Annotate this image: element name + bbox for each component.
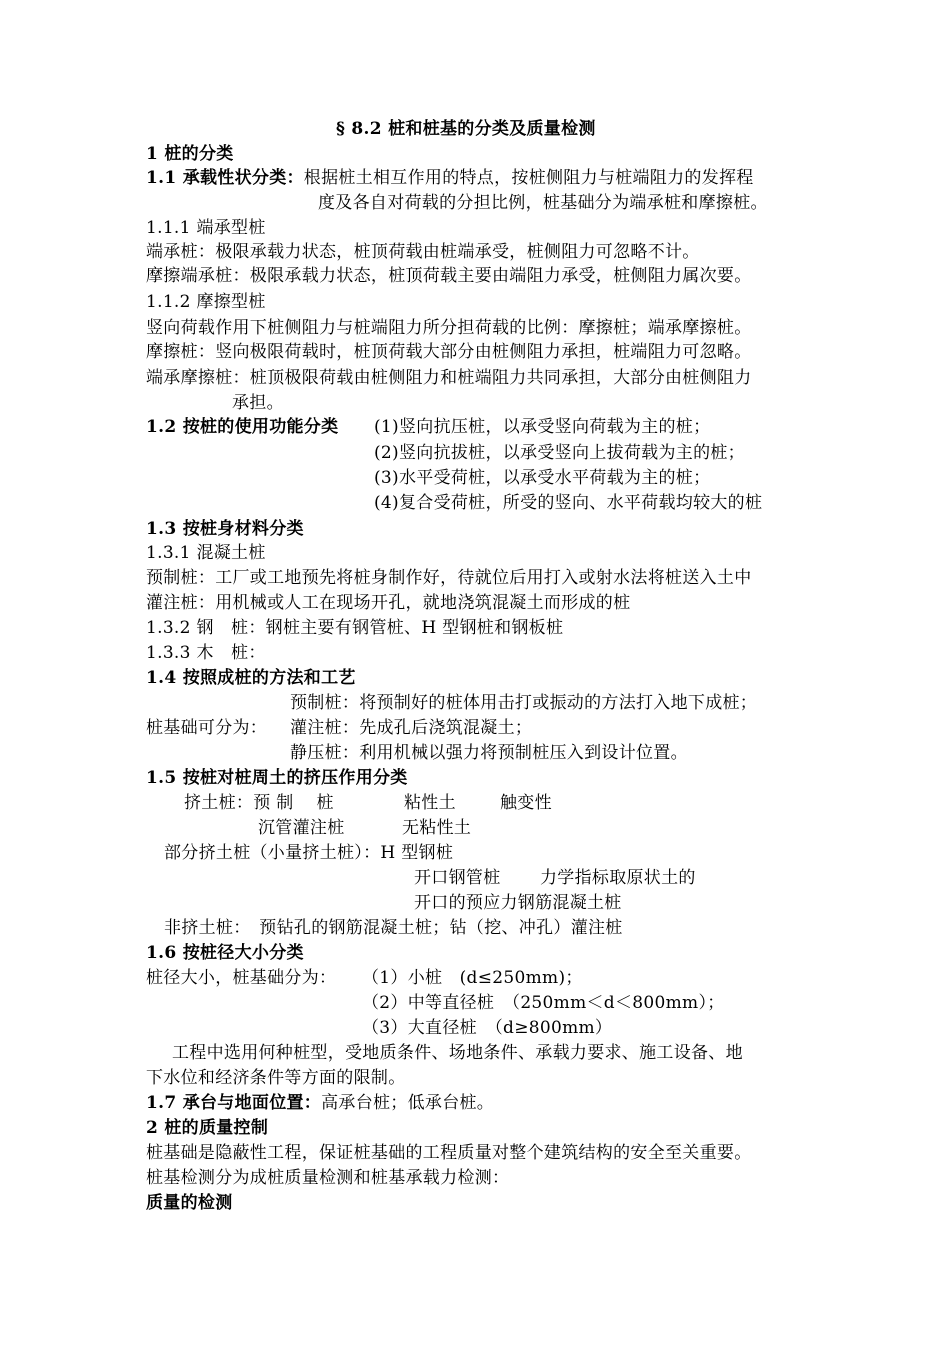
displacement-pile-row: 挤土桩：预 制 桩 [184,793,334,813]
section-1-1-text: 根据桩土相互作用的特点，按桩侧阻力与桩端阻力的发挥程 [303,168,754,188]
section-1-2-label: 1.2 按桩的使用功能分类 [146,417,339,437]
list-item: （1）小桩 (d≤250mm)； [362,968,583,988]
subsection-1-3-2: 1.3.2 钢 桩：钢桩主要有钢管桩、H 型钢桩和钢板桩 [146,618,564,638]
list-item: 静压桩：利用机械以强力将预制桩压入到设计位置。 [290,743,688,763]
subsection-1-1-1: 1.1.1 端承型桩 [146,218,266,238]
section-1-4-label: 1.4 按照成桩的方法和工艺 [146,668,356,688]
list-item: 预制桩：将预制好的桩体用击打或振动的方法打入地下成桩； [290,693,758,713]
section-1-5-label: 1.5 按桩对桩周土的挤压作用分类 [146,768,408,788]
cohesionless-soil-label: 无粘性土 [402,818,472,838]
list-item: （2）中等直径桩 （250mm＜d＜800mm）； [362,993,725,1013]
paragraph-1-1 [146,166,754,190]
section-1-3-label: 1.3 按桩身材料分类 [146,519,304,539]
sunk-cast-pile-label: 沉管灌注桩 [258,818,345,838]
paragraph-friction-pile: 摩擦桩：竖向极限荷载时，桩顶荷载大部分由桩侧阻力承担，桩端阻力可忽略。 [146,342,752,362]
subsection-1-3-3: 1.3.3 木 桩： [146,643,266,663]
non-displacement-pile-row: 非挤土桩： 预钻孔的钢筋混凝土桩；钻（挖、冲孔）灌注桩 [164,918,623,938]
list-item: (1)竖向抗压桩，以承受竖向荷载为主的桩； [374,417,711,437]
paragraph-cast-in-place-pile: 灌注桩：用机械或人工在现场开孔，就地浇筑混凝土而形成的桩 [146,593,631,613]
paragraph-end-bearing-friction-pile-cont: 承担。 [232,393,284,413]
paragraph-end-bearing-friction-pile: 端承摩擦桩：桩顶极限荷载由桩侧阻力和桩端阻力共同承担，大部分由桩侧阻力 [146,368,752,388]
section-1-1-label: 1.1 承载性状分类： [146,168,304,188]
subsection-1-1-2: 1.1.2 摩擦型桩 [146,292,266,312]
list-item: 灌注桩：先成孔后浇筑混凝土； [290,718,533,738]
page-title: § 8.2 桩和桩基的分类及质量检测 [336,119,596,139]
mechanical-index-label: 力学指标取原状土的 [540,868,696,888]
section-1-6-intro: 桩径大小，桩基础分为： [146,968,337,988]
section-2-heading: 2 桩的质量控制 [146,1118,269,1138]
list-item: （3）大直径桩 （d≥800mm） [362,1018,613,1038]
subsection-quality-inspection: 质量的检测 [146,1193,233,1213]
list-item: (3)水平受荷桩，以承受水平荷载为主的桩； [374,468,711,488]
paragraph-quality-importance: 桩基础是隐蔽性工程，保证桩基础的工程质量对整个建筑结构的安全至关重要。 [146,1143,752,1163]
section-1-6-label: 1.6 按桩径大小分类 [146,943,304,963]
thixotropy-label: 触变性 [500,793,552,813]
section-1-heading: 1 桩的分类 [146,144,234,164]
list-item: (4)复合受荷桩，所受的竖向、水平荷载均较大的桩 [374,493,763,513]
open-steel-pipe-pile-label: 开口钢管桩 [414,868,501,888]
section-1-4-intro: 桩基础可分为： [146,718,268,738]
open-prestressed-pile-label: 开口的预应力钢筋混凝土桩 [414,893,622,913]
partial-displacement-pile-row: 部分挤土桩（小量挤土桩）：H 型钢桩 [164,843,454,863]
section-1-7-text: 高承台桩；低承台桩。 [321,1093,495,1113]
paragraph-friction-end-bearing-pile: 摩擦端承桩：极限承载力状态，桩顶荷载主要由端阻力承受，桩侧阻力属次要。 [146,266,752,286]
list-item: (2)竖向抗拔桩，以承受竖向上拔荷载为主的桩； [374,443,745,463]
paragraph-precast-pile: 预制桩：工厂或工地预先将桩身制作好，待就位后用打入或射水法将桩送入土中 [146,568,752,588]
paragraph-end-bearing-pile: 端承桩：极限承载力状态，桩顶荷载由桩端承受，桩侧阻力可忽略不计。 [146,242,700,262]
cohesive-soil-label: 粘性土 [404,793,456,813]
paragraph-load-ratio: 竖向荷载作用下桩侧阻力与桩端阻力所分担荷载的比例：摩擦桩；端承摩擦桩。 [146,318,752,338]
section-1-7-label: 1.7 承台与地面位置： [146,1093,322,1113]
paragraph-pile-selection: 工程中选用何种桩型，受地质条件、场地条件、承载力要求、施工设备、地 [172,1043,743,1063]
subsection-1-3-1: 1.3.1 混凝土桩 [146,543,266,563]
section-1-1-text-cont: 度及各自对荷载的分担比例，桩基础分为端承桩和摩擦桩。 [318,193,768,213]
paragraph-1-7 [146,1091,494,1115]
paragraph-inspection-types: 桩基检测分为成桩质量检测和桩基承载力检测： [146,1168,510,1188]
paragraph-pile-selection-cont: 下水位和经济条件等方面的限制。 [146,1068,406,1088]
